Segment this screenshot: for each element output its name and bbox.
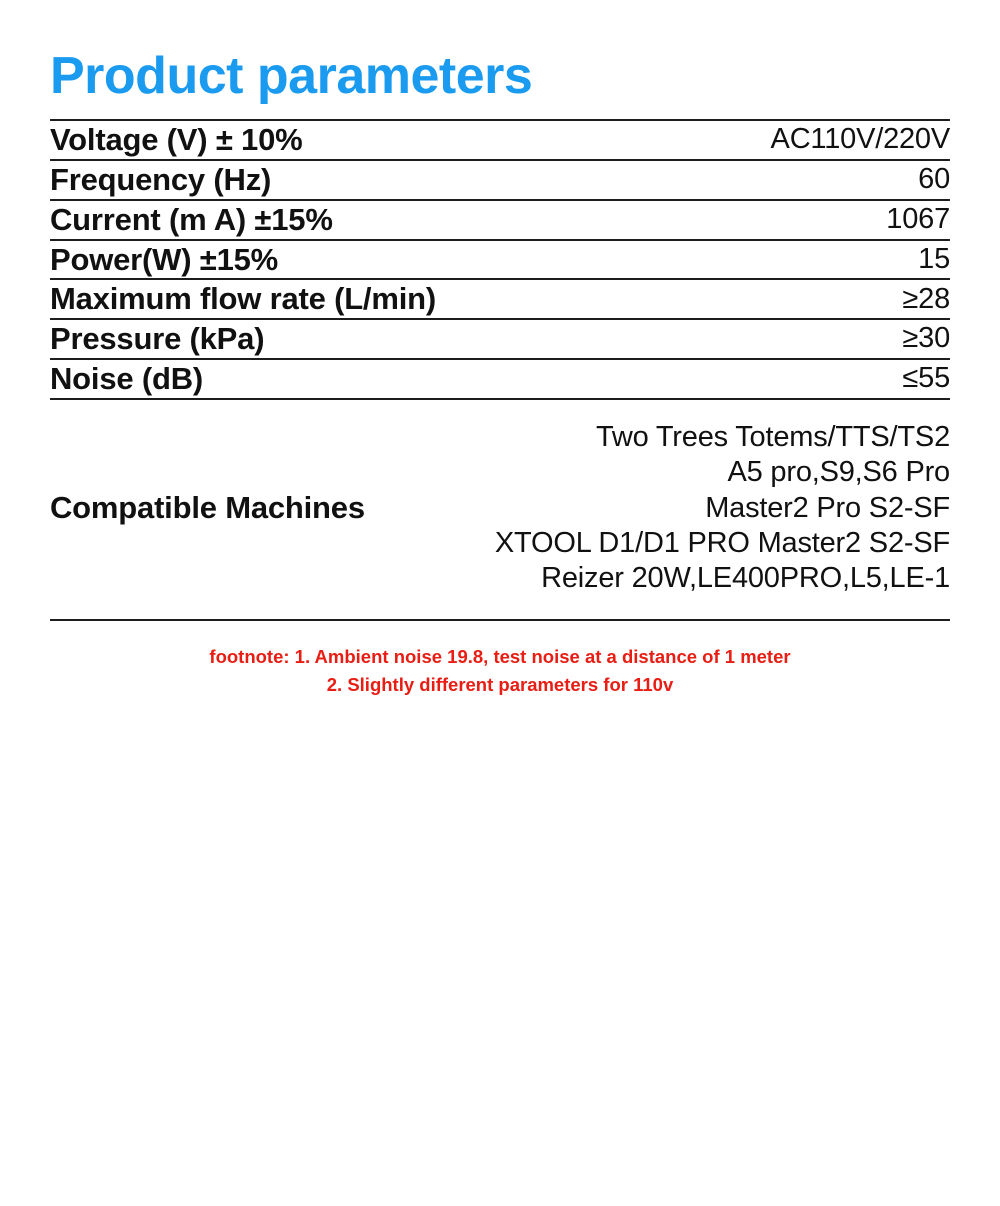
spec-value-line: ≥30 (902, 322, 950, 355)
spec-value (470, 319, 950, 359)
spec-value-line: 1067 (886, 203, 950, 236)
spec-value-line: A5 pro,S9,S6 Pro (727, 456, 950, 489)
spec-value (470, 279, 950, 319)
spec-value-line: Two Trees Totems/TTS/TS2 (595, 420, 950, 453)
spec-value-line: ≥28 (902, 282, 950, 315)
footnotes (50, 643, 950, 700)
footnote-line: 2. Slightly different parameters for 110v (326, 674, 674, 696)
spec-value-line: ≤55 (902, 362, 950, 395)
table-row (50, 279, 950, 319)
spec-label: Compatible Machines (50, 490, 365, 526)
table-row (50, 160, 950, 200)
spec-label: Pressure (kPa) (50, 321, 265, 357)
spec-value-line: 15 (918, 242, 950, 275)
table-row (50, 240, 950, 280)
spec-value-line: XTOOL D1/D1 PRO Master2 S2-SF (494, 527, 950, 559)
spec-value (470, 240, 950, 280)
table-row (50, 319, 950, 359)
spec-value-line: 60 (918, 163, 950, 196)
spec-value-line: Master2 Pro S2-SF (705, 491, 950, 524)
spec-label: Current (m A) ±15% (50, 201, 333, 237)
spec-label: Frequency (Hz) (50, 162, 272, 197)
spec-value (470, 200, 950, 240)
spec-value (470, 120, 950, 160)
spec-value (470, 399, 950, 620)
spec-label: Maximum flow rate (L/min) (50, 281, 436, 317)
page-title: Product parameters (50, 47, 533, 105)
spec-value-line: AC110V/220V (770, 123, 950, 156)
table-row (50, 200, 950, 240)
table-row (50, 120, 950, 160)
spec-label: Power(W) ±15% (50, 241, 279, 277)
spec-value-line: Reizer 20W,LE400PRO,L5,LE-1 (541, 562, 950, 595)
footnote-line: footnote: 1. Ambient noise 19.8, test noise at a distance of 1 meter (209, 645, 791, 667)
spec-label: Noise (dB) (50, 361, 204, 397)
spec-value (470, 359, 950, 399)
spec-value (470, 160, 950, 200)
spec-label: Voltage (V) ± 10% (50, 122, 303, 158)
table-row (50, 359, 950, 399)
specifications-table (50, 119, 950, 621)
table-row (50, 399, 950, 620)
